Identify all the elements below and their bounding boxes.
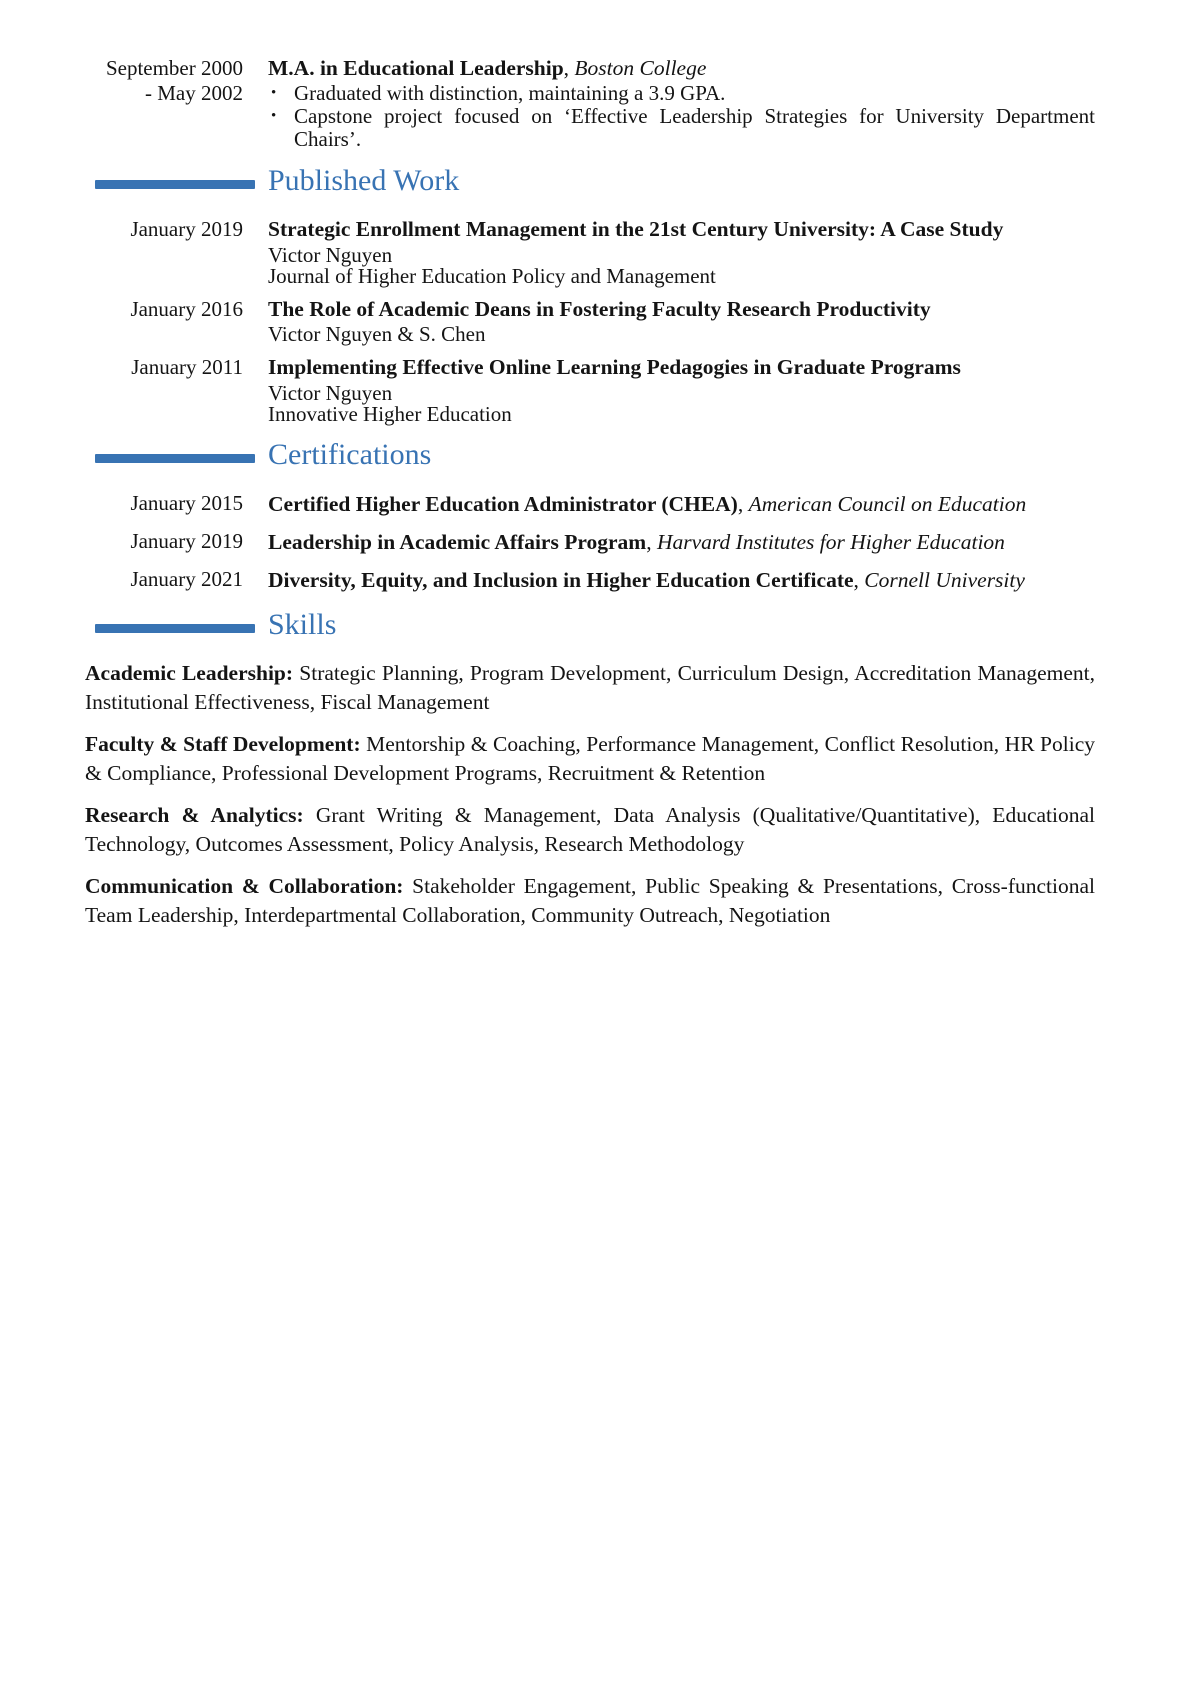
education-title-line xyxy=(268,54,1095,82)
section-rule xyxy=(95,624,255,633)
publication-date: January 2019 xyxy=(130,217,243,241)
certification-content xyxy=(268,489,1095,519)
education-institution: Boston College xyxy=(574,56,707,80)
skill-category: Research & Analytics: xyxy=(85,802,304,827)
education-bullet-1 xyxy=(268,82,1095,105)
publication-authors: Victor Nguyen xyxy=(268,242,393,267)
publication-title: Strategic Enrollment Management in the 21st Century University: A Case Study xyxy=(268,217,1004,241)
certification-entry-1 xyxy=(85,489,1095,519)
section-heading-certifications xyxy=(85,439,1095,471)
certification-date: January 2021 xyxy=(130,566,243,591)
education-bullet-2 xyxy=(268,105,1095,151)
publication-date: January 2011 xyxy=(131,355,243,379)
skill-items: Grant Writing & Management, Data Analysis (Qualitative/Quantitative), Educational Technology, Outcomes Assessment, Policy Analysis, Research Methodology xyxy=(85,802,1095,856)
bullet-icon: • xyxy=(271,85,277,101)
skill-category: Academic Leadership: xyxy=(85,660,294,685)
certification-issuer: Cornell University xyxy=(864,567,1025,592)
education-bullet-1-text: Graduated with distinction, maintaining a 3.9 GPA. xyxy=(294,81,726,105)
publication-title: Implementing Effective Online Learning Pedagogies in Graduate Programs xyxy=(268,355,961,379)
education-bullet-2-text: Capstone project focused on ‘Effective Leadership Strategies for University Department Chairs’. xyxy=(294,104,1095,151)
certification-issuer: American Council on Education xyxy=(748,491,1027,516)
certification-title: Certified Higher Education Administrator (CHEA) xyxy=(268,491,738,516)
certification-title: Diversity, Equity, and Inclusion in Higher Education Certificate xyxy=(268,567,854,592)
publication-journal: Innovative Higher Education xyxy=(268,401,512,426)
education-content xyxy=(268,54,1095,151)
certification-entry-2 xyxy=(85,527,1095,557)
skill-paragraph-communication-collaboration xyxy=(85,872,1095,930)
education-date: September 2000 - May 2002 xyxy=(105,56,243,105)
publication-journal: Journal of Higher Education Policy and Management xyxy=(268,263,716,288)
section-heading-skills xyxy=(85,609,1095,641)
education-degree: M.A. in Educational Leadership xyxy=(268,56,564,80)
skill-category: Communication & Collaboration: xyxy=(85,873,404,898)
publication-authors: Victor Nguyen xyxy=(268,380,393,405)
skill-items: Stakeholder Engagement, Public Speaking & Presentations, Cross-functional Team Leadership, Interdepartmental Collaboration, Community Outreach, Negotiation xyxy=(85,873,1096,927)
certification-entry-3 xyxy=(85,565,1095,595)
section-title-published-work: Published Work xyxy=(268,164,460,197)
publication-entry-1 xyxy=(85,215,1095,287)
section-rule xyxy=(95,454,255,463)
certification-title: Leadership in Academic Affairs Program xyxy=(268,529,647,554)
publication-title: The Role of Academic Deans in Fostering Faculty Research Productivity xyxy=(268,296,931,321)
certification-date: January 2015 xyxy=(130,490,243,515)
publication-entry-3 xyxy=(85,353,1095,425)
certification-content xyxy=(268,527,1095,557)
separator-comma: , xyxy=(563,56,575,80)
skill-items: Strategic Planning, Program Development, Curriculum Design, Accreditation Management, Institutional Effectiveness, Fiscal Management xyxy=(85,660,1096,714)
bullet-icon: • xyxy=(271,108,277,124)
separator-comma: , xyxy=(853,567,865,592)
publication-date: January 2016 xyxy=(130,296,243,321)
skill-category: Faculty & Staff Development: xyxy=(85,731,361,756)
publication-content xyxy=(268,353,1095,425)
education-entry xyxy=(85,54,1095,151)
publication-entry-2 xyxy=(85,295,1095,346)
skill-paragraph-academic-leadership xyxy=(85,659,1095,717)
skill-items: Mentorship & Coaching, Performance Management, Conflict Resolution, HR Policy & Compliance, Professional Development Programs, Recruitment & Retention xyxy=(85,731,1095,785)
certification-date: January 2019 xyxy=(130,528,243,553)
skill-paragraph-faculty-staff-development xyxy=(85,730,1095,788)
section-rule xyxy=(95,180,255,189)
section-title-skills: Skills xyxy=(268,607,337,641)
separator-comma: , xyxy=(737,491,749,516)
publication-content xyxy=(268,215,1095,287)
publication-authors: Victor Nguyen & S. Chen xyxy=(268,322,486,346)
publication-content xyxy=(268,295,1095,346)
separator-comma: , xyxy=(646,529,657,554)
certification-issuer: Harvard Institutes for Higher Education xyxy=(656,529,1005,554)
section-heading-published-work xyxy=(85,165,1095,197)
section-title-certifications: Certifications xyxy=(268,437,432,471)
skill-paragraph-research-analytics xyxy=(85,801,1095,859)
certification-content xyxy=(268,565,1095,595)
